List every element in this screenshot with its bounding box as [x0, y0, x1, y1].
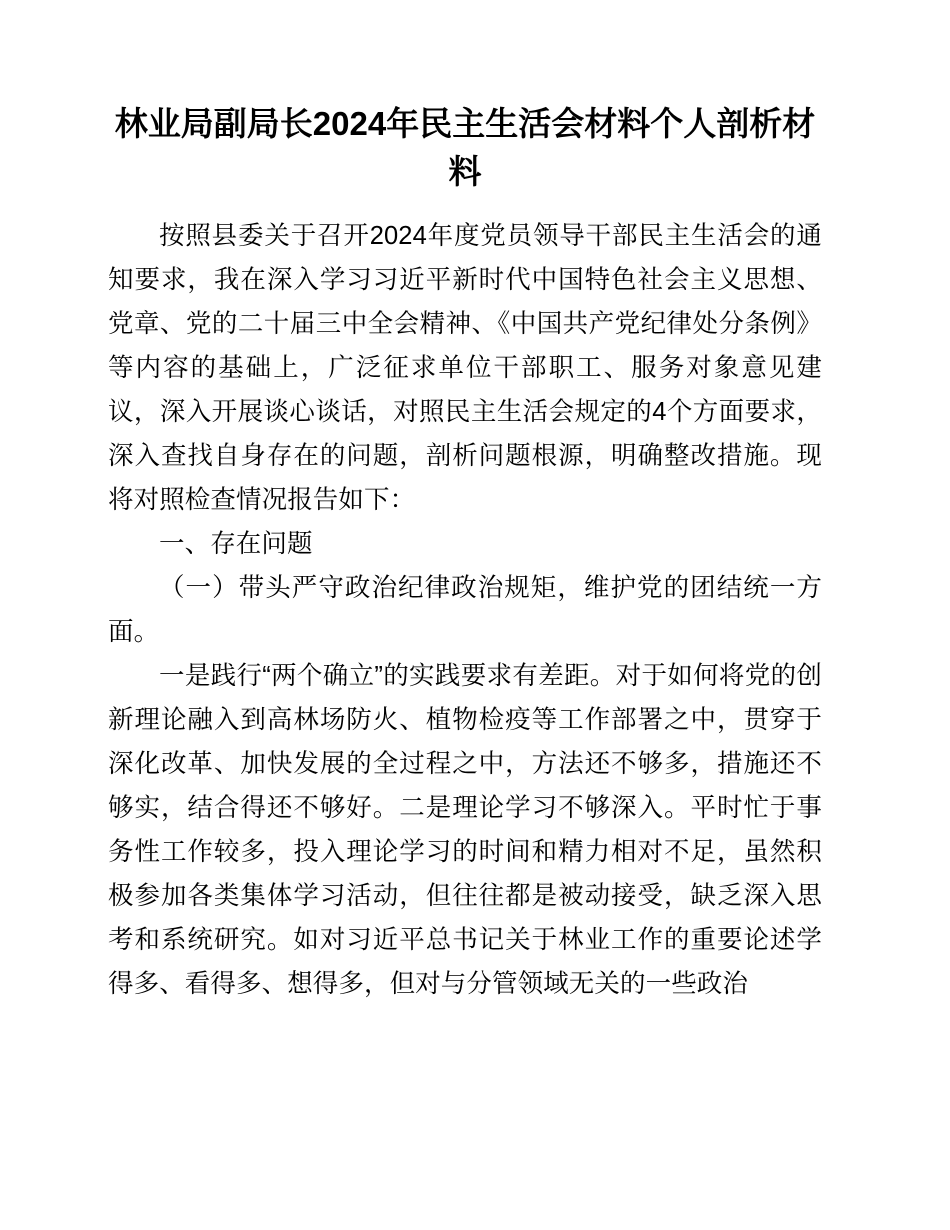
section-heading-existing-problems: 一、存在问题 [159, 530, 313, 558]
page-title: 林业局副局长2024年民主生活会材料个人剖析材料 [114, 105, 816, 190]
paragraph-intro: 按照县委关于召开2024年度党员领导干部民主生活会的通知要求，我在深入学习习近平新时代中国特色社会主义思想、党章、党的二十届三中全会精神、《中国共产党纪律处分条例》等内容的基础上，广泛征求单位干部职工、服务对象意见建议，深入开展谈心谈话，对照民主生活会规定的4个方面要求，深入查找自身存在的问题，剖析问题根源，明确整改措施。现将对照检查情况报告如下： [108, 222, 822, 514]
subsection-heading-political-discipline: （一）带头严守政治纪律政治规矩，维护党的团结统一方面。 [108, 574, 822, 646]
document-body [108, 100, 822, 1006]
paragraph-political-discipline-body: 一是践行“两个确立”的实践要求有差距。对于如何将党的创新理论融入到高林场防火、植物检疫等工作部署之中，贯穿于深化改革、加快发展的全过程之中，方法还不够多，措施还不够实，结合得还不够好。二是理论学习不够深入。平时忙于事务性工作较多，投入理论学习的时间和精力相对不足，虽然积极参加各类集体学习活动，但往往都是被动接受，缺乏深入思考和系统研究。如对习近平总书记关于林业工作的重要论述学得多、看得多、想得多，但对与分管领域无关的一些政治 [108, 662, 822, 998]
